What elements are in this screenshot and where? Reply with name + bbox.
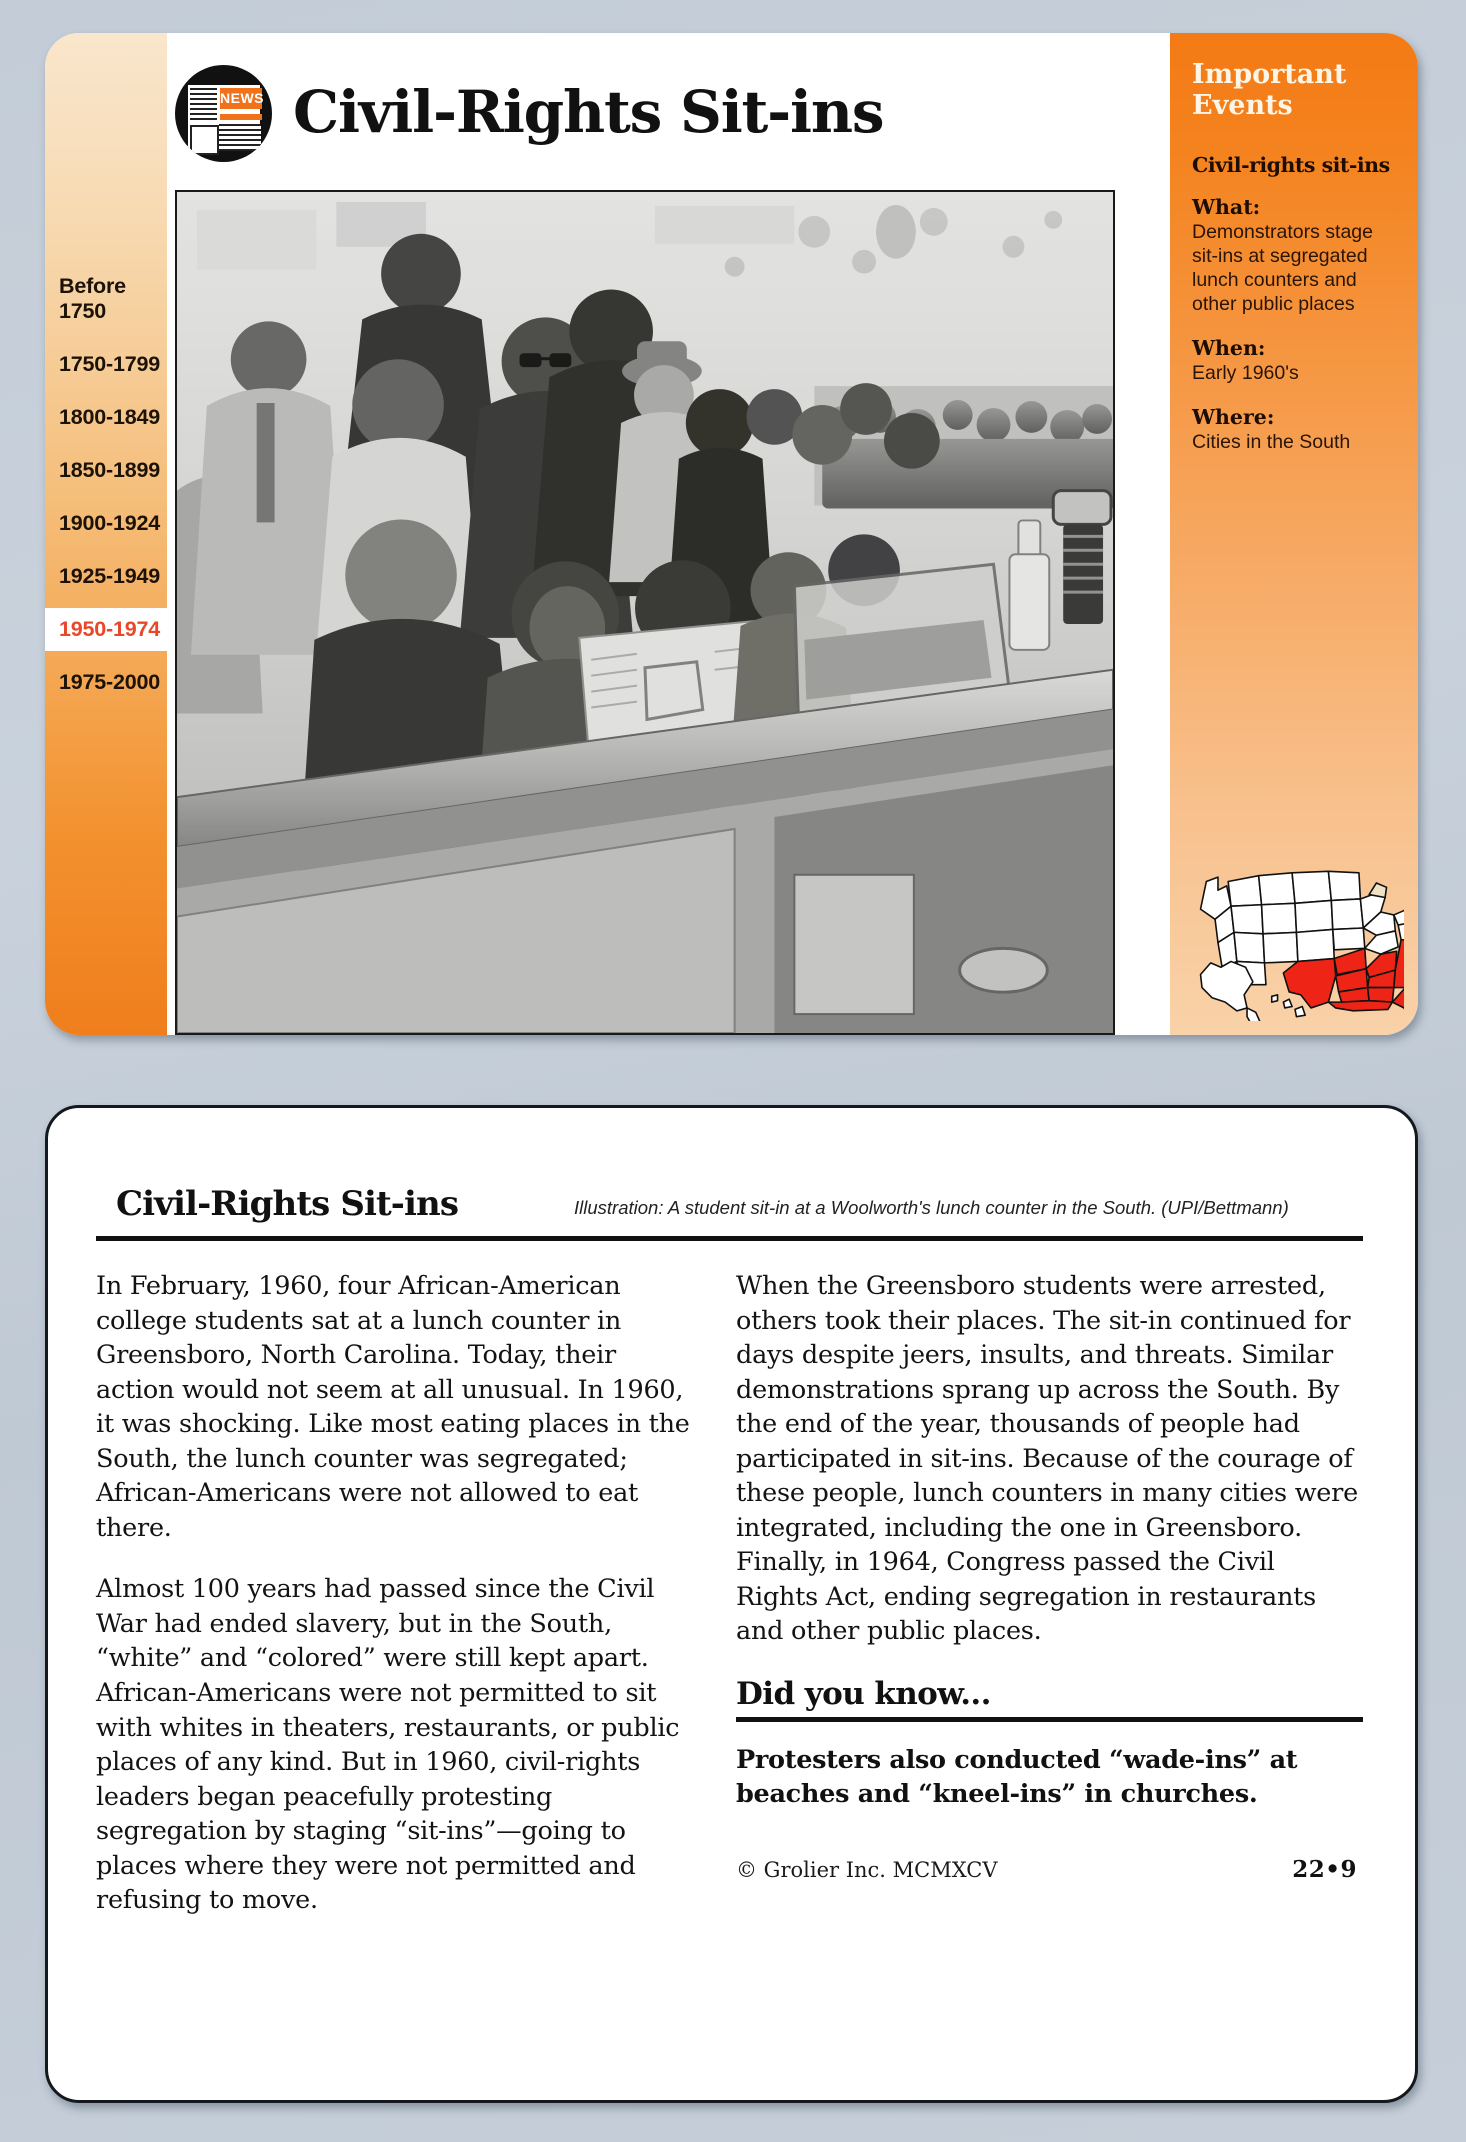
date-rail-item-before-1750[interactable]: Before 1750	[59, 274, 126, 323]
card-back-title: Civil-Rights Sit-ins	[116, 1184, 459, 1224]
important-events-panel	[1170, 33, 1418, 1035]
did-you-know-divider	[736, 1717, 1363, 1722]
page-number: 22•9	[1292, 1855, 1357, 1883]
body-paragraph: Almost 100 years had passed since the Civil War had ended slavery, but in the South, “white” and “colored” were still kept apart. African-Americans were not permitted to sit with whites in theaters, restaurants, or public places of any kind. But in 1960, civil-rights leaders began peacefully protesting segregation by staging “sit-ins”—going to places where they were not permitted and refusing to move.	[96, 1574, 680, 1916]
sit-in-photograph	[175, 190, 1115, 1035]
important-events-heading: Important Events	[1192, 59, 1347, 121]
date-rail-item-1750-1799[interactable]: 1750-1799	[59, 351, 161, 376]
news-circle-icon	[175, 65, 272, 162]
article-columns	[96, 1241, 1363, 1945]
event-where-label: Where:	[1192, 404, 1275, 429]
date-rail-item-1975-2000[interactable]: 1975-2000	[59, 669, 161, 694]
event-what-label: What:	[1192, 195, 1261, 219]
date-rail-item-1800-1849[interactable]: 1800-1849	[59, 404, 161, 429]
copyright-notice: © Grolier Inc. MCMXCV	[736, 1857, 998, 1882]
date-rail-item-1850-1899[interactable]: 1850-1899	[59, 457, 161, 482]
photo-wrap	[167, 190, 1170, 1035]
united-states-map	[1186, 851, 1404, 1021]
illustration-caption: Illustration: A student sit-in at a Woolworth's lunch counter in the South. (UPI/Bettmann)	[574, 1196, 1289, 1218]
event-when-value: Early 1960's	[1192, 361, 1299, 384]
card-back-footer	[736, 1856, 1363, 1883]
newspaper-lines-left	[190, 88, 217, 121]
newspaper-lines-right	[219, 124, 261, 151]
event-when-label: When:	[1192, 335, 1266, 360]
date-rail	[45, 33, 167, 1035]
date-rail-item-1925-1949[interactable]: 1925-1949	[59, 563, 161, 588]
event-where-value: Cities in the South	[1192, 430, 1351, 453]
date-rail-item-1950-1974[interactable]: 1950-1974	[45, 608, 167, 651]
card-back-header	[96, 1146, 1363, 1232]
card-front-header	[167, 33, 1170, 190]
event-what-value: Demonstrators stage sit-ins at segregated lunch counters and other public places	[1192, 221, 1373, 315]
event-subject: Civil-rights sit-ins	[1192, 153, 1390, 177]
body-paragraph: In February, 1960, four African-American college students sat at a lunch counter in Greensboro, North Carolina. Today, their action would not seem at all unusual. In 1960, it was shocking. Like most eating places in the South, the lunch counter was segregated; African-Americans were not allowed to eat there.	[96, 1271, 690, 1543]
newspaper-orange-bar	[220, 114, 262, 120]
article-column-right	[736, 1269, 1363, 1945]
date-rail-item-1900-1924[interactable]: 1900-1924	[59, 510, 161, 535]
card-front-main	[167, 33, 1170, 1035]
page-title: Civil-Rights Sit-ins	[293, 77, 884, 146]
news-badge-label: NEWS	[220, 88, 262, 109]
card-back	[45, 1105, 1418, 2103]
body-paragraph: When the Greensboro students were arrested, others took their places. The sit-in continued for days despite jeers, insults, and threats. Similar demonstrations sprang up across the South. By the end of the year, thousands of people had participated in sit-ins. Because of the courage of these people, lunch counters in many cities were integrated, including the one in Greensboro. Finally, in 1964, Congress passed the Civil Rights Act, ending segregation in restaurants and other public places.	[736, 1271, 1358, 1647]
card-front	[45, 33, 1418, 1035]
did-you-know-heading: Did you know...	[736, 1676, 991, 1713]
article-column-left	[96, 1269, 694, 1945]
newspaper-photo-box	[190, 125, 219, 155]
did-you-know-body: Protesters also conducted “wade-ins” at beaches and “kneel-ins” in churches.	[736, 1745, 1298, 1809]
